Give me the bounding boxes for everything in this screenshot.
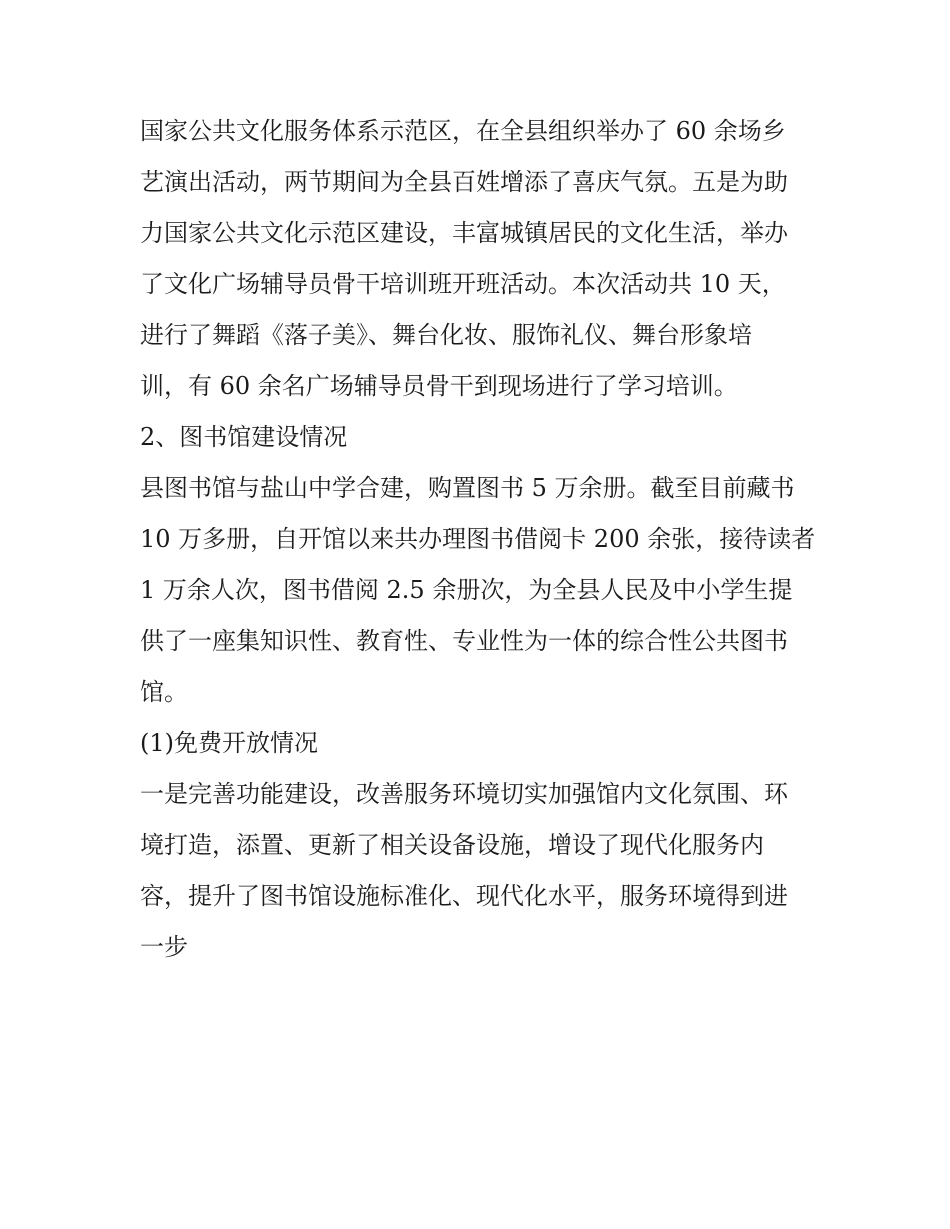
paragraph-line: 供了一座集知识性、教育性、专业性为一体的综合性公共图书 bbox=[140, 627, 788, 655]
document-body bbox=[140, 106, 820, 973]
paragraph-line: 力国家公共文化示范区建设，丰富城镇居民的文化生活，举办 bbox=[140, 219, 788, 247]
paragraph-line: 境打造，添置、更新了相关设备设施，增设了现代化服务内 bbox=[140, 831, 764, 859]
paragraph-line: 10 万多册，自开馆以来共办理图书借阅卡 200 余张，接待读者 bbox=[140, 525, 816, 553]
paragraph-line: 县图书馆与盐山中学合建，购置图书 5 万余册。截至目前藏书 bbox=[140, 474, 795, 502]
paragraph-line: 1 万余人次，图书借阅 2.5 余册次，为全县人民及中小学生提 bbox=[140, 576, 793, 604]
paragraph-line: 国家公共文化服务体系示范区，在全县组织举办了 60 余场乡 bbox=[140, 117, 786, 145]
paragraph-line: 容，提升了图书馆设施标准化、现代化水平，服务环境得到进 bbox=[140, 882, 788, 910]
paragraph-line: 了文化广场辅导员骨干培训班开班活动。本次活动共 10 天， bbox=[140, 270, 786, 298]
paragraph-line: 馆。 bbox=[140, 678, 188, 706]
paragraph-line: 一是完善功能建设，改善服务环境切实加强馆内文化氛围、环 bbox=[140, 780, 788, 808]
paragraph-line: 训，有 60 余名广场辅导员骨干到现场进行了学习培训。 bbox=[140, 372, 738, 400]
paragraph-line: 艺演出活动，两节期间为全县百姓增添了喜庆气氛。五是为助 bbox=[140, 168, 788, 196]
subsection-heading: (1)免费开放情况 bbox=[140, 729, 318, 757]
paragraph-line: 一步 bbox=[140, 933, 188, 961]
paragraph-line: 进行了舞蹈《落子美》、舞台化妆、服饰礼仪、舞台形象培 bbox=[140, 321, 752, 349]
section-heading: 2、图书馆建设情况 bbox=[140, 423, 348, 451]
